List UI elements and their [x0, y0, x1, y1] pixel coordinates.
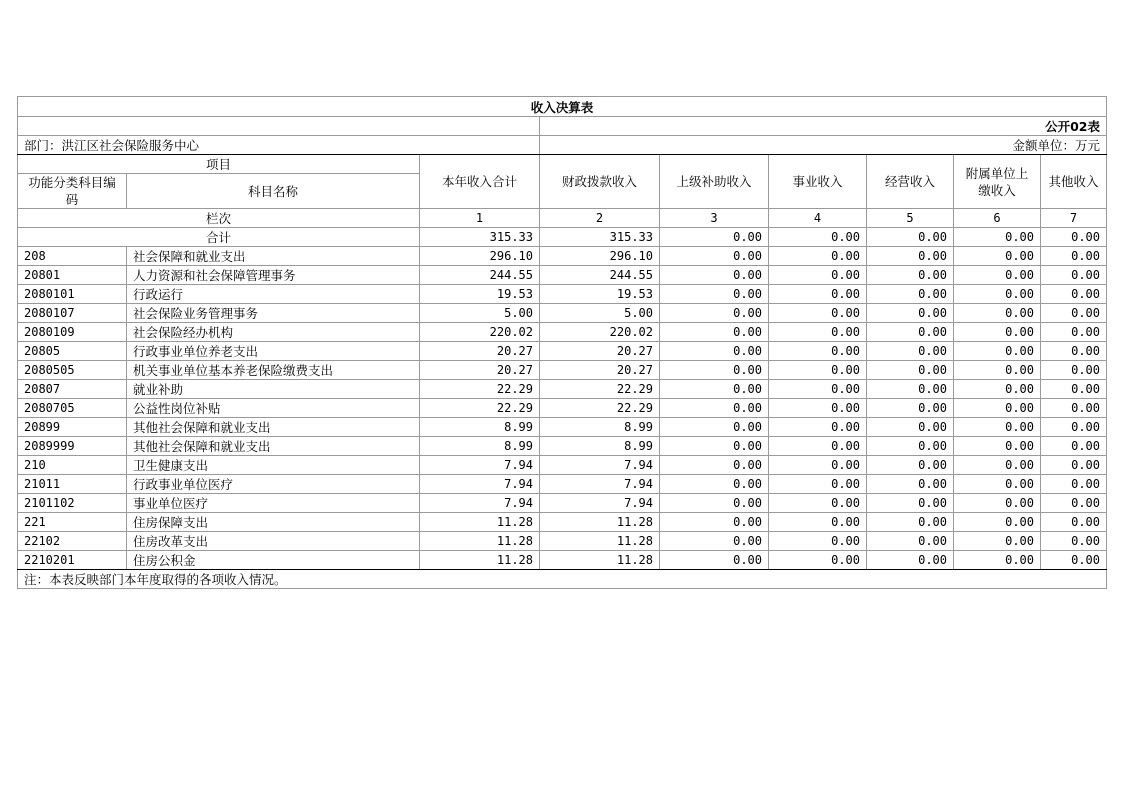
table-row — [18, 323, 1107, 342]
row-value: 20.27 — [420, 361, 540, 380]
row-value: 296.10 — [540, 247, 660, 266]
row-value: 0.00 — [867, 551, 954, 570]
row-code: 2080107 — [18, 304, 127, 323]
income-final-accounts-sheet — [17, 96, 1106, 589]
row-value: 0.00 — [769, 475, 867, 494]
table-row — [18, 494, 1107, 513]
row-code: 20807 — [18, 380, 127, 399]
row-value: 0.00 — [660, 437, 769, 456]
row-value: 0.00 — [867, 494, 954, 513]
row-code: 2101102 — [18, 494, 127, 513]
row-value: 5.00 — [540, 304, 660, 323]
row-value: 0.00 — [660, 304, 769, 323]
row-name: 住房保障支出 — [127, 513, 420, 532]
row-value: 0.00 — [1041, 361, 1107, 380]
total-value: 0.00 — [954, 228, 1041, 247]
header-superior: 上级补助收入 — [660, 155, 769, 209]
row-value: 0.00 — [954, 266, 1041, 285]
row-value: 0.00 — [660, 380, 769, 399]
header-name: 科目名称 — [127, 174, 420, 209]
row-value: 0.00 — [867, 342, 954, 361]
row-value: 7.94 — [540, 456, 660, 475]
row-code: 2080109 — [18, 323, 127, 342]
row-name: 住房改革支出 — [127, 532, 420, 551]
header-operating: 经营收入 — [867, 155, 954, 209]
row-value: 0.00 — [867, 380, 954, 399]
row-value: 0.00 — [769, 323, 867, 342]
total-value: 0.00 — [1041, 228, 1107, 247]
row-value: 0.00 — [769, 456, 867, 475]
row-value: 0.00 — [769, 304, 867, 323]
row-value: 0.00 — [954, 494, 1041, 513]
row-value: 7.94 — [420, 494, 540, 513]
row-value: 0.00 — [660, 323, 769, 342]
row-name: 其他社会保障和就业支出 — [127, 418, 420, 437]
row-value: 0.00 — [954, 456, 1041, 475]
row-value: 0.00 — [769, 361, 867, 380]
row-value: 0.00 — [660, 399, 769, 418]
table-row — [18, 475, 1107, 494]
table-row — [18, 418, 1107, 437]
seq-col-5: 5 — [867, 209, 954, 228]
seq-col-4: 4 — [769, 209, 867, 228]
row-value: 0.00 — [867, 285, 954, 304]
row-value: 0.00 — [1041, 304, 1107, 323]
total-value: 315.33 — [540, 228, 660, 247]
row-value: 0.00 — [660, 494, 769, 513]
row-value: 0.00 — [1041, 285, 1107, 304]
row-value: 0.00 — [867, 323, 954, 342]
row-value: 7.94 — [540, 475, 660, 494]
table-title: 收入决算表 — [18, 97, 1107, 117]
row-value: 0.00 — [954, 285, 1041, 304]
table-row — [18, 437, 1107, 456]
row-value: 0.00 — [769, 266, 867, 285]
row-value: 8.99 — [540, 418, 660, 437]
income-table — [17, 96, 1107, 589]
row-value: 0.00 — [1041, 399, 1107, 418]
unit-label: 金额单位：万元 — [540, 136, 1107, 155]
row-code: 2089999 — [18, 437, 127, 456]
row-value: 0.00 — [1041, 456, 1107, 475]
department-label: 部门：洪江区社会保险服务中心 — [18, 136, 540, 155]
total-value: 0.00 — [769, 228, 867, 247]
row-value: 0.00 — [867, 247, 954, 266]
header-code: 功能分类科目编码 — [18, 174, 127, 209]
row-value: 8.99 — [420, 437, 540, 456]
total-value: 0.00 — [660, 228, 769, 247]
row-value: 11.28 — [420, 532, 540, 551]
row-value: 0.00 — [769, 380, 867, 399]
table-note: 注：本表反映部门本年度取得的各项收入情况。 — [18, 570, 1107, 589]
row-value: 11.28 — [540, 532, 660, 551]
row-name: 事业单位医疗 — [127, 494, 420, 513]
row-value: 0.00 — [660, 513, 769, 532]
row-code: 21011 — [18, 475, 127, 494]
row-value: 0.00 — [1041, 551, 1107, 570]
row-value: 0.00 — [867, 437, 954, 456]
row-value: 0.00 — [867, 304, 954, 323]
row-value: 22.29 — [420, 380, 540, 399]
row-value: 0.00 — [954, 532, 1041, 551]
row-value: 0.00 — [1041, 437, 1107, 456]
row-value: 0.00 — [660, 247, 769, 266]
seq-col-6: 6 — [954, 209, 1041, 228]
row-value: 0.00 — [769, 532, 867, 551]
total-value: 315.33 — [420, 228, 540, 247]
row-code: 2210201 — [18, 551, 127, 570]
row-value: 8.99 — [540, 437, 660, 456]
table-row — [18, 532, 1107, 551]
row-value: 0.00 — [867, 513, 954, 532]
row-value: 11.28 — [540, 513, 660, 532]
header-item: 项目 — [18, 155, 420, 174]
row-value: 22.29 — [420, 399, 540, 418]
row-value: 0.00 — [1041, 323, 1107, 342]
row-name: 社会保险经办机构 — [127, 323, 420, 342]
row-value: 0.00 — [660, 418, 769, 437]
row-value: 0.00 — [954, 475, 1041, 494]
row-name: 行政事业单位养老支出 — [127, 342, 420, 361]
row-value: 0.00 — [954, 247, 1041, 266]
row-code: 210 — [18, 456, 127, 475]
row-value: 244.55 — [540, 266, 660, 285]
row-value: 0.00 — [1041, 342, 1107, 361]
row-name: 住房公积金 — [127, 551, 420, 570]
row-value: 220.02 — [420, 323, 540, 342]
row-value: 0.00 — [660, 266, 769, 285]
row-value: 20.27 — [540, 342, 660, 361]
row-code: 2080505 — [18, 361, 127, 380]
row-value: 0.00 — [769, 437, 867, 456]
table-row — [18, 551, 1107, 570]
row-value: 0.00 — [954, 551, 1041, 570]
row-name: 行政运行 — [127, 285, 420, 304]
header-fiscal: 财政拨款收入 — [540, 155, 660, 209]
row-value: 0.00 — [954, 418, 1041, 437]
seq-label: 栏次 — [18, 209, 420, 228]
row-name: 机关事业单位基本养老保险缴费支出 — [127, 361, 420, 380]
row-value: 0.00 — [867, 361, 954, 380]
row-value: 11.28 — [540, 551, 660, 570]
row-value: 7.94 — [540, 494, 660, 513]
table-row — [18, 304, 1107, 323]
header-total: 本年收入合计 — [420, 155, 540, 209]
row-value: 0.00 — [769, 342, 867, 361]
row-value: 0.00 — [769, 247, 867, 266]
table-row — [18, 266, 1107, 285]
row-code: 221 — [18, 513, 127, 532]
row-value: 0.00 — [1041, 266, 1107, 285]
blank-cell — [18, 117, 540, 136]
row-value: 0.00 — [867, 456, 954, 475]
row-value: 0.00 — [1041, 513, 1107, 532]
total-value: 0.00 — [867, 228, 954, 247]
row-value: 20.27 — [420, 342, 540, 361]
row-value: 0.00 — [954, 304, 1041, 323]
row-name: 就业补助 — [127, 380, 420, 399]
row-name: 其他社会保障和就业支出 — [127, 437, 420, 456]
table-row — [18, 456, 1107, 475]
row-value: 0.00 — [867, 266, 954, 285]
row-value: 0.00 — [867, 399, 954, 418]
row-value: 0.00 — [660, 532, 769, 551]
row-value: 0.00 — [769, 285, 867, 304]
row-value: 0.00 — [867, 532, 954, 551]
row-value: 7.94 — [420, 475, 540, 494]
row-value: 0.00 — [660, 342, 769, 361]
table-row — [18, 399, 1107, 418]
table-row — [18, 342, 1107, 361]
row-value: 5.00 — [420, 304, 540, 323]
row-value: 19.53 — [540, 285, 660, 304]
row-value: 0.00 — [954, 361, 1041, 380]
row-value: 0.00 — [867, 475, 954, 494]
row-code: 22102 — [18, 532, 127, 551]
row-value: 0.00 — [1041, 380, 1107, 399]
row-value: 0.00 — [954, 380, 1041, 399]
row-value: 0.00 — [769, 399, 867, 418]
row-name: 行政事业单位医疗 — [127, 475, 420, 494]
row-value: 0.00 — [769, 418, 867, 437]
row-value: 7.94 — [420, 456, 540, 475]
header-business: 事业收入 — [769, 155, 867, 209]
row-code: 2080101 — [18, 285, 127, 304]
form-code: 公开02表 — [540, 117, 1107, 136]
row-value: 0.00 — [660, 285, 769, 304]
row-value: 8.99 — [420, 418, 540, 437]
table-row — [18, 285, 1107, 304]
row-name: 人力资源和社会保障管理事务 — [127, 266, 420, 285]
row-code: 20805 — [18, 342, 127, 361]
table-row — [18, 380, 1107, 399]
row-value: 0.00 — [660, 361, 769, 380]
row-value: 0.00 — [769, 513, 867, 532]
row-code: 20801 — [18, 266, 127, 285]
row-value: 0.00 — [660, 456, 769, 475]
row-name: 社会保障和就业支出 — [127, 247, 420, 266]
row-value: 296.10 — [420, 247, 540, 266]
header-other: 其他收入 — [1041, 155, 1107, 209]
total-label: 合计 — [18, 228, 420, 247]
row-value: 11.28 — [420, 513, 540, 532]
row-value: 0.00 — [1041, 247, 1107, 266]
seq-col-3: 3 — [660, 209, 769, 228]
seq-col-7: 7 — [1041, 209, 1107, 228]
seq-col-2: 2 — [540, 209, 660, 228]
row-value: 0.00 — [1041, 475, 1107, 494]
row-value: 11.28 — [420, 551, 540, 570]
row-value: 0.00 — [660, 551, 769, 570]
row-code: 20899 — [18, 418, 127, 437]
table-row — [18, 513, 1107, 532]
row-value: 0.00 — [1041, 532, 1107, 551]
row-value: 0.00 — [954, 399, 1041, 418]
table-row — [18, 361, 1107, 380]
row-value: 244.55 — [420, 266, 540, 285]
row-name: 社会保险业务管理事务 — [127, 304, 420, 323]
row-value: 19.53 — [420, 285, 540, 304]
row-value: 0.00 — [769, 551, 867, 570]
row-code: 208 — [18, 247, 127, 266]
row-value: 0.00 — [954, 437, 1041, 456]
row-value: 0.00 — [954, 323, 1041, 342]
row-value: 22.29 — [540, 399, 660, 418]
row-value: 0.00 — [954, 342, 1041, 361]
row-value: 22.29 — [540, 380, 660, 399]
row-value: 0.00 — [867, 418, 954, 437]
row-code: 2080705 — [18, 399, 127, 418]
header-affiliated: 附属单位上缴收入 — [954, 155, 1041, 209]
table-row — [18, 247, 1107, 266]
row-value: 0.00 — [1041, 418, 1107, 437]
row-name: 公益性岗位补贴 — [127, 399, 420, 418]
row-value: 220.02 — [540, 323, 660, 342]
row-name: 卫生健康支出 — [127, 456, 420, 475]
row-value: 0.00 — [954, 513, 1041, 532]
row-value: 0.00 — [769, 494, 867, 513]
row-value: 0.00 — [1041, 494, 1107, 513]
seq-col-1: 1 — [420, 209, 540, 228]
row-value: 20.27 — [540, 361, 660, 380]
row-value: 0.00 — [660, 475, 769, 494]
